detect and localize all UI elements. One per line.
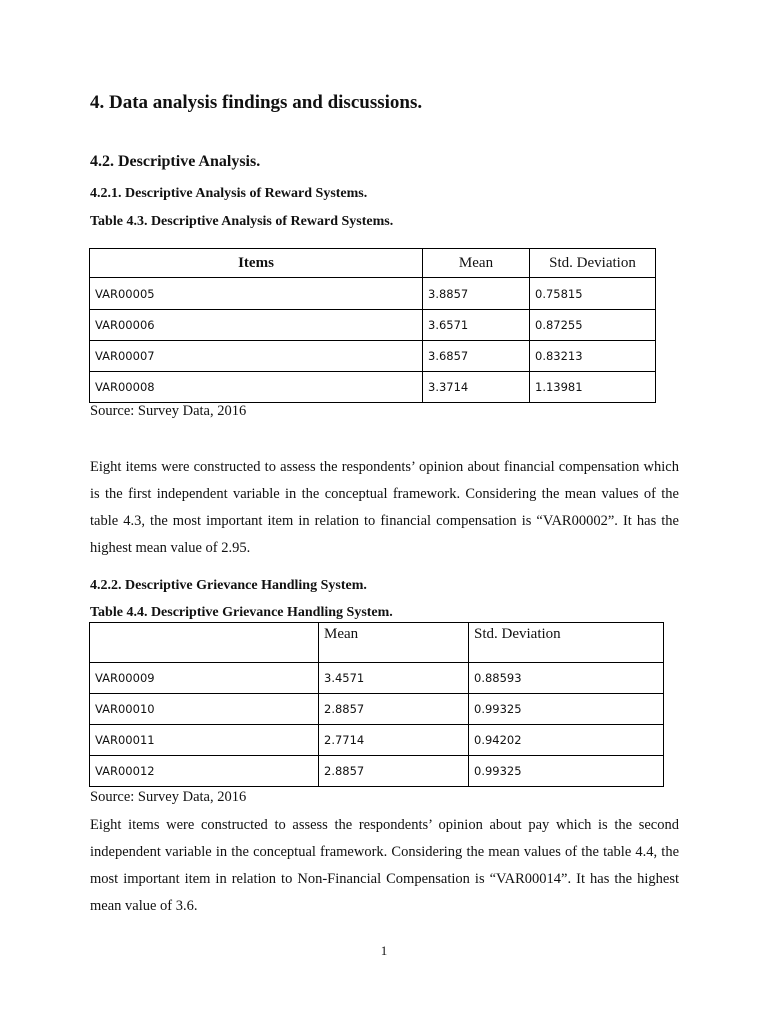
table-row: [90, 341, 656, 372]
cell-mean: 3.6571: [423, 310, 530, 341]
cell-std-deviation: 0.88593: [469, 663, 664, 694]
header-mean: Mean: [319, 623, 469, 663]
cell-item: VAR00009: [90, 663, 319, 694]
cell-item: VAR00007: [90, 341, 423, 372]
table-row: [90, 278, 656, 310]
cell-mean: 2.8857: [319, 694, 469, 725]
cell-std-deviation: 0.87255: [530, 310, 656, 341]
table-4-3-source: Source: Survey Data, 2016: [90, 403, 247, 419]
reward-systems-heading: 4.2.1. Descriptive Analysis of Reward Systems.: [90, 186, 368, 201]
table-row: [90, 663, 664, 694]
table-row: [90, 694, 664, 725]
cell-mean: 3.6857: [423, 341, 530, 372]
table-header-row: [90, 249, 656, 278]
cell-item: VAR00010: [90, 694, 319, 725]
cell-item: VAR00005: [90, 278, 423, 310]
cell-item: VAR00011: [90, 725, 319, 756]
cell-item: VAR00006: [90, 310, 423, 341]
header-std-deviation: Std. Deviation: [469, 623, 664, 663]
grievance-handling-table: [89, 622, 664, 787]
table-4-4-source: Source: Survey Data, 2016: [90, 789, 247, 805]
cell-std-deviation: 0.75815: [530, 278, 656, 310]
cell-std-deviation: 0.99325: [469, 756, 664, 787]
table-header-row: [90, 623, 664, 663]
grievance-handling-paragraph: Eight items were constructed to assess the respondents’ opinion about pay which is the second independent variable in the conceptual framework. Considering the mean values of the table 4.4, the most important item in relation to Non-Financial Compensation is “VAR00014”. It has the highest mean value of 3.6.: [90, 817, 679, 914]
cell-mean: 2.8857: [319, 756, 469, 787]
cell-item: VAR00012: [90, 756, 319, 787]
reward-systems-table: [89, 248, 656, 403]
header-mean: Mean: [423, 249, 530, 278]
header-std-deviation: Std. Deviation: [530, 249, 656, 278]
grievance-handling-heading: 4.2.2. Descriptive Grievance Handling System.: [90, 578, 367, 593]
reward-systems-paragraph: Eight items were constructed to assess the respondents’ opinion about financial compensation which is the first independent variable in the conceptual framework. Considering the mean values of the table 4.3, the most important item in relation to financial compensation is “VAR00002”. It has the highest mean value of 2.95.: [90, 459, 679, 556]
cell-std-deviation: 0.83213: [530, 341, 656, 372]
cell-mean: 3.3714: [423, 372, 530, 403]
section-heading: 4. Data analysis findings and discussions.: [90, 92, 423, 113]
cell-std-deviation: 0.94202: [469, 725, 664, 756]
table-row: [90, 372, 656, 403]
cell-mean: 3.4571: [319, 663, 469, 694]
table-4-4-caption: Table 4.4. Descriptive Grievance Handling System.: [90, 605, 393, 620]
table-4-3-caption: Table 4.3. Descriptive Analysis of Reward Systems.: [90, 214, 394, 229]
cell-std-deviation: 1.13981: [530, 372, 656, 403]
cell-std-deviation: 0.99325: [469, 694, 664, 725]
table-row: [90, 756, 664, 787]
table-row: [90, 310, 656, 341]
cell-mean: 3.8857: [423, 278, 530, 310]
cell-mean: 2.7714: [319, 725, 469, 756]
cell-item: VAR00008: [90, 372, 423, 403]
header-items: Items: [90, 249, 423, 278]
subsection-heading: 4.2. Descriptive Analysis.: [90, 153, 261, 170]
table-row: [90, 725, 664, 756]
page-number: 1: [380, 943, 388, 958]
header-items: [90, 623, 319, 663]
